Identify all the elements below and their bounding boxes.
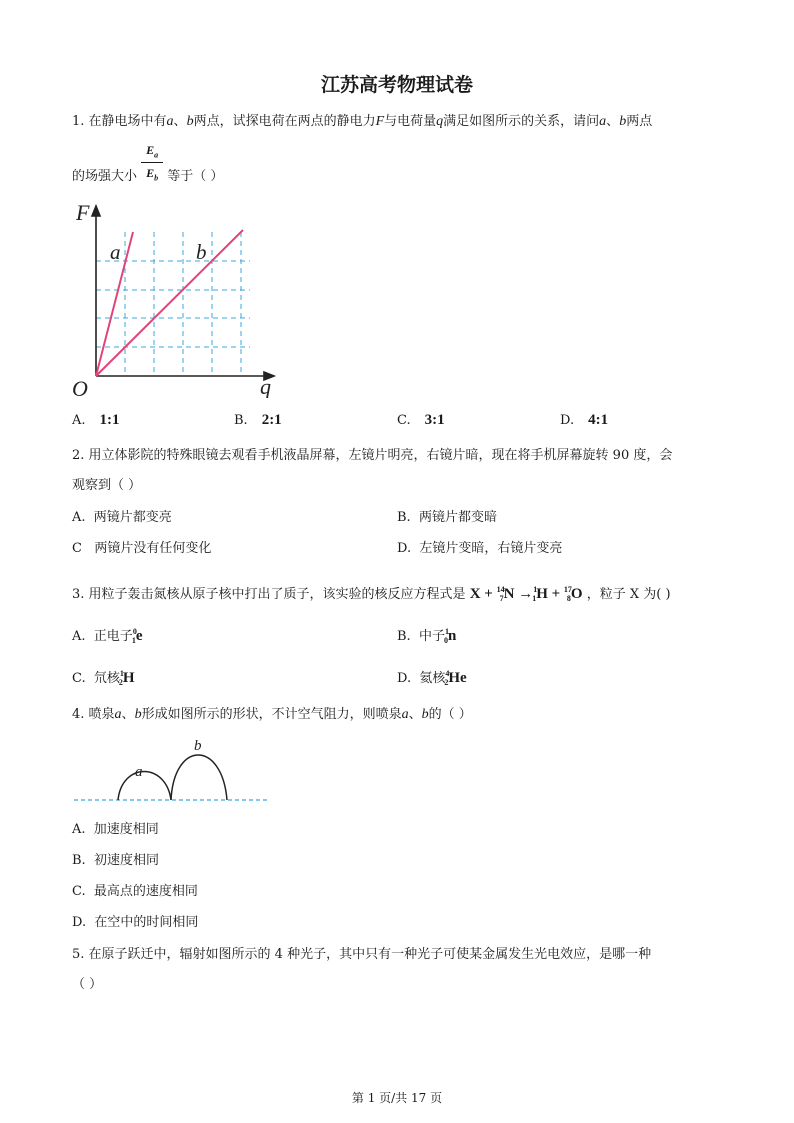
- particle-symbol: [133, 628, 143, 645]
- option-text: 氘核: [93, 671, 120, 686]
- option-text: 两镜片都变暗: [418, 510, 497, 525]
- nuclear-equation: [470, 586, 583, 603]
- q1-option-c[interactable]: [397, 412, 445, 429]
- particle-symbol: [445, 670, 466, 687]
- fountain-a-arc: [118, 772, 171, 801]
- option-text: 初速度相同: [93, 853, 159, 868]
- option-letter: B.: [397, 629, 411, 644]
- q1-text: 两点，试探电荷在两点的静电力: [193, 114, 376, 129]
- q3-stem: [72, 583, 671, 603]
- fountain-b-arc: [171, 755, 227, 800]
- option-letter: D.: [72, 915, 87, 930]
- option-letter: B.: [234, 413, 248, 428]
- var-a: a: [401, 707, 409, 722]
- y-axis-label: F: [76, 200, 90, 225]
- option-text: 左镜片变暗，右镜片变亮: [419, 541, 563, 556]
- option-text: 在空中的时间相同: [94, 915, 199, 930]
- var-b: b: [134, 707, 142, 722]
- particle-symbol: [445, 628, 456, 645]
- x-axis-label: q: [260, 374, 271, 398]
- option-letter: A.: [72, 629, 86, 644]
- symbol: He: [448, 670, 467, 686]
- option-letter: A.: [72, 510, 86, 525]
- fountain-figure: [72, 732, 272, 804]
- option-text: 氦核: [419, 671, 446, 686]
- y-axis-arrow: [92, 206, 100, 216]
- q1-option-d[interactable]: [560, 412, 608, 429]
- separator: 、: [408, 707, 422, 722]
- option-letter: A.: [72, 822, 86, 837]
- symbol-X: X: [469, 586, 481, 602]
- q1-text: 1. 在静电场中有: [72, 114, 167, 129]
- option-value: 4:1: [588, 412, 609, 428]
- mass-number: 17: [563, 585, 572, 594]
- q1-text: 满足如图所示的关系，请问: [443, 114, 600, 129]
- q3-text: 3. 用粒子轰击氮核从原子核中打出了质子，该实验的核反应方程式是: [72, 587, 466, 602]
- reaction-arrow: →: [518, 586, 534, 602]
- option-letter: B.: [72, 853, 86, 868]
- q1-text: 与电荷量: [384, 114, 437, 129]
- q5-stem-line1: 5. 在原子跃迁中，辐射如图所示的 4 种光子，其中只有一种光子可使某金属发生光电效应，是哪一种: [72, 947, 652, 962]
- q2-option-b[interactable]: [397, 506, 497, 525]
- fountain-a-label: a: [135, 764, 143, 780]
- option-letter: D.: [397, 541, 412, 556]
- q3-option-c[interactable]: [72, 667, 135, 687]
- atomic-number: 2: [118, 678, 123, 687]
- option-value: 2:1: [261, 412, 282, 428]
- option-letter: D.: [560, 413, 575, 428]
- option-text: 两镜片没有任何变化: [94, 541, 212, 556]
- frac-numerator-sub: a: [154, 150, 159, 160]
- separator: 、: [606, 114, 620, 129]
- fraction-bar: [141, 162, 163, 163]
- q3-text: ，粒子 X 为( ): [586, 587, 671, 602]
- mass-number: 1: [444, 627, 449, 636]
- option-letter: C.: [72, 884, 86, 899]
- option-text: 最高点的速度相同: [93, 884, 198, 899]
- q4-option-b[interactable]: [72, 849, 159, 868]
- field-ratio-fraction: [141, 143, 163, 183]
- q3-option-d[interactable]: [397, 667, 467, 687]
- q1-option-b[interactable]: [234, 412, 282, 429]
- symbol-N: N: [503, 586, 515, 602]
- symbol-H: H: [536, 586, 548, 602]
- option-letter: C.: [72, 671, 86, 686]
- q4-text: 形成如图所示的形状，不计空气阻力，则喷泉: [141, 707, 402, 722]
- q1-stem-line2: [72, 143, 223, 183]
- origin-label: O: [72, 376, 88, 398]
- q1-text: 等于（ ）: [167, 169, 224, 185]
- atomic-number: 0: [443, 636, 448, 645]
- q2-stem-line1: 2. 用立体影院的特殊眼镜去观看手机液晶屏幕，左镜片明亮，右镜片暗，现在将手机屏幕旋转 90 度，会: [72, 448, 673, 463]
- frac-denominator: E: [146, 166, 155, 181]
- q3-option-b[interactable]: [397, 625, 456, 645]
- var-b: b: [186, 114, 194, 129]
- plus-sign: +: [484, 586, 493, 602]
- symbol: n: [447, 628, 457, 644]
- option-letter: B.: [397, 510, 411, 525]
- var-b: b: [421, 707, 429, 722]
- line-b-label: b: [196, 240, 207, 264]
- option-letter: D.: [397, 671, 412, 686]
- q1-option-a[interactable]: [72, 412, 120, 429]
- option-letter: C.: [397, 413, 411, 428]
- var-q: q: [436, 114, 444, 129]
- option-value: 3:1: [424, 412, 445, 428]
- option-value: 1:1: [99, 412, 120, 428]
- option-text: 中子: [418, 629, 445, 644]
- q1-text: 两点: [626, 114, 653, 129]
- particle-symbol: [120, 670, 135, 687]
- var-a: a: [599, 114, 607, 129]
- fountain-b-label: b: [194, 738, 202, 754]
- frac-denominator-sub: b: [154, 173, 159, 183]
- frac-numerator: E: [146, 143, 155, 157]
- q4-stem: [72, 703, 472, 723]
- q3-option-a[interactable]: [72, 625, 142, 645]
- separator: 、: [173, 114, 187, 129]
- option-text: 加速度相同: [93, 822, 159, 837]
- line-a-label: a: [110, 240, 121, 264]
- q4-option-d[interactable]: [72, 911, 198, 930]
- q1-f-q-graph: [70, 198, 285, 398]
- var-a: a: [166, 114, 174, 129]
- option-text: 两镜片都变亮: [93, 510, 172, 525]
- q4-option-c[interactable]: [72, 880, 198, 899]
- page-title: 江苏高考物理试卷: [320, 74, 473, 96]
- var-a: a: [114, 707, 122, 722]
- atomic-number: 7: [499, 594, 504, 603]
- q2-stem-line2: 观察到（ ）: [72, 478, 142, 493]
- atomic-number: 8: [566, 594, 571, 603]
- q1-stem-line1: [72, 110, 652, 130]
- symbol-O: O: [570, 586, 583, 602]
- mass-number: 4: [445, 669, 450, 678]
- q5-stem-line2: （ ）: [72, 977, 103, 992]
- q2-option-d[interactable]: [397, 537, 562, 556]
- atomic-number: 1: [131, 636, 136, 645]
- q4-text: 的（ ）: [428, 707, 472, 722]
- symbol: H: [122, 670, 135, 686]
- atomic-number: 1: [532, 594, 537, 603]
- q1-text: 的场强大小: [72, 169, 138, 185]
- mass-number: 1: [119, 669, 124, 678]
- var-b: b: [619, 114, 627, 129]
- mass-number: 0: [132, 627, 137, 636]
- var-F: F: [375, 114, 385, 129]
- page-footer: 第 1 页/共 17 页: [351, 1091, 443, 1105]
- q4-text: 4. 喷泉: [72, 707, 115, 722]
- atomic-number: 2: [444, 678, 449, 687]
- option-letter: A.: [72, 413, 86, 428]
- plus-sign: +: [551, 586, 561, 602]
- q2-option-a[interactable]: [72, 506, 172, 525]
- mass-number: 1: [533, 585, 538, 594]
- q2-option-c[interactable]: [72, 537, 211, 556]
- separator: 、: [121, 707, 135, 722]
- symbol: e: [135, 628, 143, 644]
- q4-option-a[interactable]: [72, 818, 159, 837]
- option-text: 正电子: [93, 629, 133, 644]
- option-letter: C: [72, 541, 82, 556]
- mass-number: 14: [496, 585, 505, 594]
